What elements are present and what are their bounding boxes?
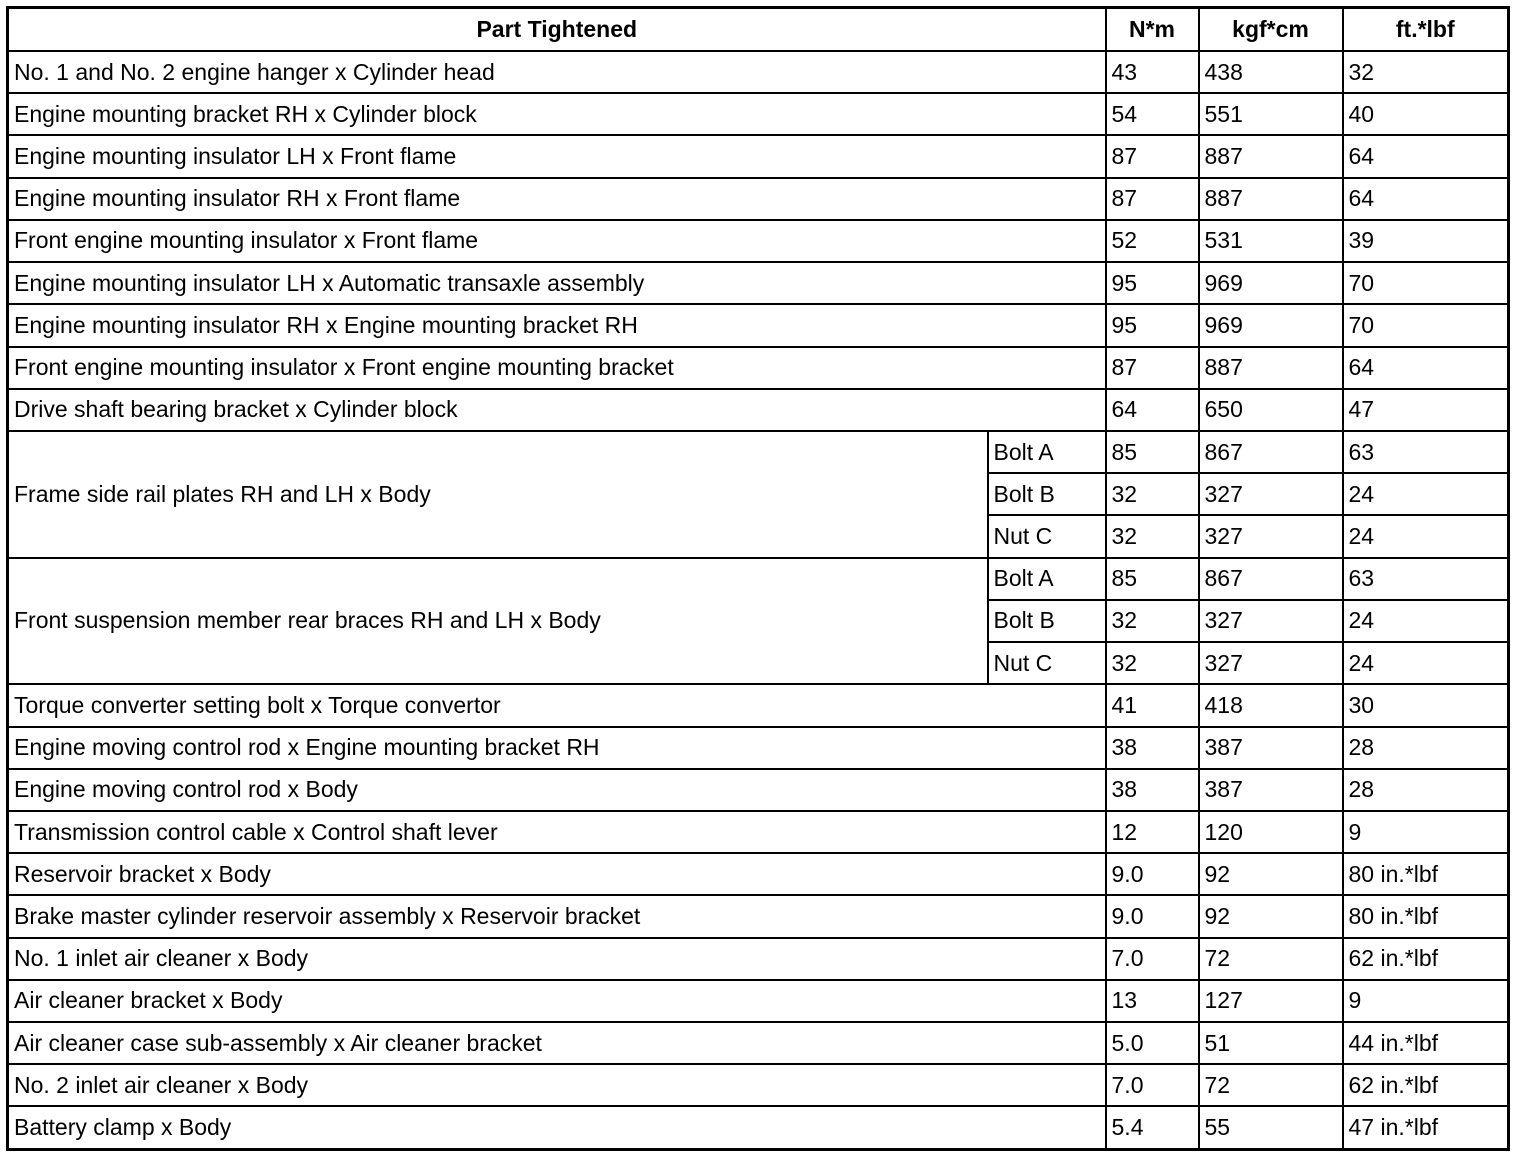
table-row — [8, 220, 1509, 262]
kgf-cm-cell: 887 — [1199, 347, 1343, 389]
nm-cell: 38 — [1106, 727, 1199, 769]
table-row — [8, 980, 1509, 1022]
kgf-cm-cell: 551 — [1199, 93, 1343, 135]
fastener-cell: Bolt B — [988, 473, 1106, 515]
nm-cell: 38 — [1106, 769, 1199, 811]
nm-cell: 85 — [1106, 431, 1199, 473]
nm-cell: 9.0 — [1106, 895, 1199, 937]
ft-lbf-cell: 70 — [1343, 304, 1509, 346]
table-row — [8, 347, 1509, 389]
table-row — [8, 769, 1509, 811]
part-cell: Engine mounting insulator LH x Automatic transaxle assembly — [8, 262, 1106, 304]
kgf-cm-cell: 327 — [1199, 473, 1343, 515]
table-row — [8, 178, 1509, 220]
nm-cell: 5.4 — [1106, 1106, 1199, 1149]
kgf-cm-cell: 120 — [1199, 811, 1343, 853]
nm-cell: 12 — [1106, 811, 1199, 853]
table-row — [8, 431, 1509, 473]
header-part-tightened: Part Tightened — [8, 8, 1106, 52]
table-row — [8, 558, 1509, 600]
kgf-cm-cell: 51 — [1199, 1022, 1343, 1064]
ft-lbf-cell: 24 — [1343, 515, 1509, 557]
table-row — [8, 1022, 1509, 1064]
part-cell: Transmission control cable x Control shaft lever — [8, 811, 1106, 853]
part-cell: Front engine mounting insulator x Front engine mounting bracket — [8, 347, 1106, 389]
ft-lbf-cell: 64 — [1343, 347, 1509, 389]
nm-cell: 32 — [1106, 600, 1199, 642]
part-cell: Torque converter setting bolt x Torque convertor — [8, 684, 1106, 726]
ft-lbf-cell: 47 in.*lbf — [1343, 1106, 1509, 1149]
part-cell: Reservoir bracket x Body — [8, 853, 1106, 895]
fastener-cell: Nut C — [988, 515, 1106, 557]
table-row — [8, 938, 1509, 980]
ft-lbf-cell: 24 — [1343, 642, 1509, 684]
ft-lbf-cell: 80 in.*lbf — [1343, 895, 1509, 937]
kgf-cm-cell: 92 — [1199, 895, 1343, 937]
table-row — [8, 51, 1509, 93]
nm-cell: 87 — [1106, 178, 1199, 220]
ft-lbf-cell: 62 in.*lbf — [1343, 938, 1509, 980]
part-cell: Engine mounting insulator RH x Engine mounting bracket RH — [8, 304, 1106, 346]
part-cell: Engine mounting insulator RH x Front flame — [8, 178, 1106, 220]
nm-cell: 85 — [1106, 558, 1199, 600]
kgf-cm-cell: 438 — [1199, 51, 1343, 93]
nm-cell: 32 — [1106, 515, 1199, 557]
nm-cell: 7.0 — [1106, 938, 1199, 980]
kgf-cm-cell: 55 — [1199, 1106, 1343, 1149]
nm-cell: 64 — [1106, 389, 1199, 431]
nm-cell: 52 — [1106, 220, 1199, 262]
kgf-cm-cell: 531 — [1199, 220, 1343, 262]
ft-lbf-cell: 80 in.*lbf — [1343, 853, 1509, 895]
torque-spec-table — [6, 6, 1510, 1151]
part-cell: Frame side rail plates RH and LH x Body — [8, 431, 988, 558]
ft-lbf-cell: 63 — [1343, 558, 1509, 600]
part-cell: Brake master cylinder reservoir assembly x Reservoir bracket — [8, 895, 1106, 937]
fastener-cell: Bolt B — [988, 600, 1106, 642]
kgf-cm-cell: 387 — [1199, 727, 1343, 769]
table-row — [8, 262, 1509, 304]
ft-lbf-cell: 9 — [1343, 980, 1509, 1022]
kgf-cm-cell: 969 — [1199, 304, 1343, 346]
ft-lbf-cell: 32 — [1343, 51, 1509, 93]
table-row — [8, 684, 1509, 726]
kgf-cm-cell: 72 — [1199, 1064, 1343, 1106]
nm-cell: 32 — [1106, 473, 1199, 515]
part-cell: Engine moving control rod x Body — [8, 769, 1106, 811]
part-cell: Front engine mounting insulator x Front flame — [8, 220, 1106, 262]
kgf-cm-cell: 72 — [1199, 938, 1343, 980]
table-row — [8, 389, 1509, 431]
nm-cell: 43 — [1106, 51, 1199, 93]
nm-cell: 87 — [1106, 347, 1199, 389]
ft-lbf-cell: 63 — [1343, 431, 1509, 473]
ft-lbf-cell: 24 — [1343, 600, 1509, 642]
kgf-cm-cell: 887 — [1199, 178, 1343, 220]
table-row — [8, 135, 1509, 177]
part-cell: No. 1 inlet air cleaner x Body — [8, 938, 1106, 980]
ft-lbf-cell: 28 — [1343, 769, 1509, 811]
kgf-cm-cell: 327 — [1199, 515, 1343, 557]
nm-cell: 13 — [1106, 980, 1199, 1022]
fastener-cell: Bolt A — [988, 431, 1106, 473]
ft-lbf-cell: 30 — [1343, 684, 1509, 726]
kgf-cm-cell: 867 — [1199, 558, 1343, 600]
header-ft-lbf: ft.*lbf — [1343, 8, 1509, 52]
ft-lbf-cell: 28 — [1343, 727, 1509, 769]
part-cell: Drive shaft bearing bracket x Cylinder block — [8, 389, 1106, 431]
part-cell: No. 2 inlet air cleaner x Body — [8, 1064, 1106, 1106]
kgf-cm-cell: 327 — [1199, 642, 1343, 684]
nm-cell: 54 — [1106, 93, 1199, 135]
fastener-cell: Bolt A — [988, 558, 1106, 600]
part-cell: Air cleaner case sub-assembly x Air cleaner bracket — [8, 1022, 1106, 1064]
table-row — [8, 93, 1509, 135]
part-cell: Battery clamp x Body — [8, 1106, 1106, 1149]
nm-cell: 7.0 — [1106, 1064, 1199, 1106]
kgf-cm-cell: 867 — [1199, 431, 1343, 473]
ft-lbf-cell: 39 — [1343, 220, 1509, 262]
nm-cell: 41 — [1106, 684, 1199, 726]
part-cell: Engine mounting insulator LH x Front flame — [8, 135, 1106, 177]
table-row — [8, 853, 1509, 895]
header-kgf-cm: kgf*cm — [1199, 8, 1343, 52]
kgf-cm-cell: 92 — [1199, 853, 1343, 895]
ft-lbf-cell: 64 — [1343, 178, 1509, 220]
part-cell: Engine mounting bracket RH x Cylinder block — [8, 93, 1106, 135]
kgf-cm-cell: 887 — [1199, 135, 1343, 177]
kgf-cm-cell: 387 — [1199, 769, 1343, 811]
table-row — [8, 811, 1509, 853]
nm-cell: 5.0 — [1106, 1022, 1199, 1064]
kgf-cm-cell: 969 — [1199, 262, 1343, 304]
nm-cell: 95 — [1106, 262, 1199, 304]
ft-lbf-cell: 24 — [1343, 473, 1509, 515]
fastener-cell: Nut C — [988, 642, 1106, 684]
kgf-cm-cell: 418 — [1199, 684, 1343, 726]
nm-cell: 87 — [1106, 135, 1199, 177]
ft-lbf-cell: 47 — [1343, 389, 1509, 431]
header-nm: N*m — [1106, 8, 1199, 52]
table-row — [8, 1106, 1509, 1149]
table-row — [8, 304, 1509, 346]
table-row — [8, 727, 1509, 769]
part-cell: Front suspension member rear braces RH and LH x Body — [8, 558, 988, 685]
kgf-cm-cell: 127 — [1199, 980, 1343, 1022]
ft-lbf-cell: 62 in.*lbf — [1343, 1064, 1509, 1106]
part-cell: No. 1 and No. 2 engine hanger x Cylinder head — [8, 51, 1106, 93]
ft-lbf-cell: 64 — [1343, 135, 1509, 177]
table-row — [8, 1064, 1509, 1106]
nm-cell: 9.0 — [1106, 853, 1199, 895]
ft-lbf-cell: 70 — [1343, 262, 1509, 304]
ft-lbf-cell: 9 — [1343, 811, 1509, 853]
part-cell: Air cleaner bracket x Body — [8, 980, 1106, 1022]
header-row — [8, 8, 1509, 52]
kgf-cm-cell: 327 — [1199, 600, 1343, 642]
table-row — [8, 895, 1509, 937]
nm-cell: 32 — [1106, 642, 1199, 684]
part-cell: Engine moving control rod x Engine mounting bracket RH — [8, 727, 1106, 769]
nm-cell: 95 — [1106, 304, 1199, 346]
kgf-cm-cell: 650 — [1199, 389, 1343, 431]
ft-lbf-cell: 44 in.*lbf — [1343, 1022, 1509, 1064]
ft-lbf-cell: 40 — [1343, 93, 1509, 135]
